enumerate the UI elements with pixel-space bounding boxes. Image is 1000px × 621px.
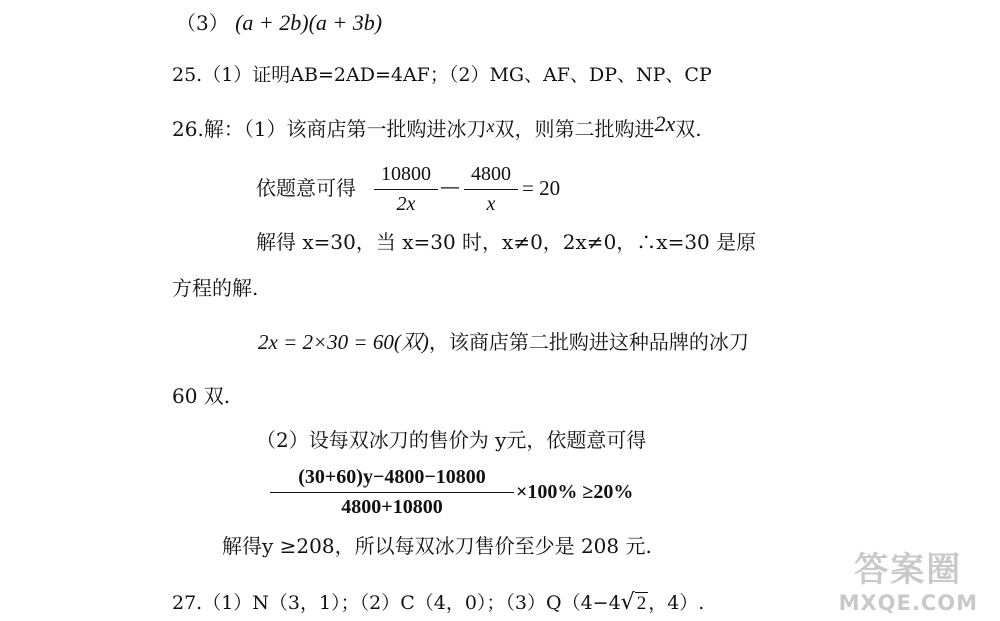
q26-calc-expression: 2x = 2×30 = 60(双) <box>258 330 429 354</box>
q26-fraction-2-numerator: 4800 <box>471 163 511 185</box>
q26-solve-continued: 方程的解. <box>172 276 259 300</box>
q26-intro-text-b: 双，则第二批购进 <box>494 117 655 141</box>
q26-fraction-2 <box>464 163 518 216</box>
watermark-logo <box>839 542 978 615</box>
q26-inequality-denominator: 4800+10800 <box>341 496 443 518</box>
q26-inequality-fraction <box>270 466 514 519</box>
q26-equation-rhs: = 20 <box>522 176 561 200</box>
q26-intro-text-c: 双. <box>675 117 702 141</box>
item-3-label: （3） <box>176 11 229 35</box>
q26-calc-line <box>258 332 749 353</box>
q26-part2-line: （2）设每双冰刀的售价为 y元，依题意可得 <box>256 428 647 452</box>
q26-fraction-1-numerator: 10800 <box>381 163 431 185</box>
question-27 <box>172 592 704 614</box>
question-25: 25.（1）证明AB=2AD=4AF；（2）MG、AF、DP、NP、CP <box>172 64 712 86</box>
item-3-expression: (a + 2b)(a + 3b) <box>235 10 383 35</box>
q26-fraction-1 <box>374 163 438 216</box>
sqrt-radical-icon: √ <box>620 590 635 615</box>
q26-var-2x: 2x <box>654 111 676 136</box>
watermark-url: MXQE.COM <box>838 591 978 615</box>
item-3-line <box>176 12 382 34</box>
q26-inequality-numerator: (30+60)y−4800−10800 <box>298 466 486 488</box>
q26-calc-text: ，该商店第二批购进这种品牌的冰刀 <box>428 330 749 354</box>
question-26-intro <box>172 111 702 141</box>
q26-minus-sign: — <box>440 174 460 198</box>
watermark-title: 答案圈 <box>854 550 963 590</box>
q27-text-a: 27.（1）N（3，1）；（2）C（4，0）；（3）Q（4−4 <box>172 592 621 614</box>
q27-sqrt-radicand: 2 <box>636 593 647 614</box>
q27-text-b: ，4）. <box>648 592 705 614</box>
q26-fraction-1-denominator: 2x <box>396 193 416 215</box>
q26-var-x: x <box>486 116 495 136</box>
q26-answer-line: 解得y ≥208，所以每双冰刀售价至少是 208 元. <box>222 534 652 558</box>
q26-solve-line: 解得 x=30，当 x=30 时，x≠0，2x≠0，∴x=30 是原 <box>256 230 757 254</box>
q26-calc-continued: 60 双. <box>172 384 231 408</box>
q26-intro-text-a: 26.解：（1）该商店第一批购进冰刀 <box>172 117 487 141</box>
q26-equation-prefix: 依题意可得 <box>256 176 356 200</box>
q26-inequality-rhs: ×100% ≥20% <box>516 481 634 503</box>
q27-sqrt <box>621 592 649 614</box>
q26-fraction-2-denominator: x <box>486 193 496 215</box>
